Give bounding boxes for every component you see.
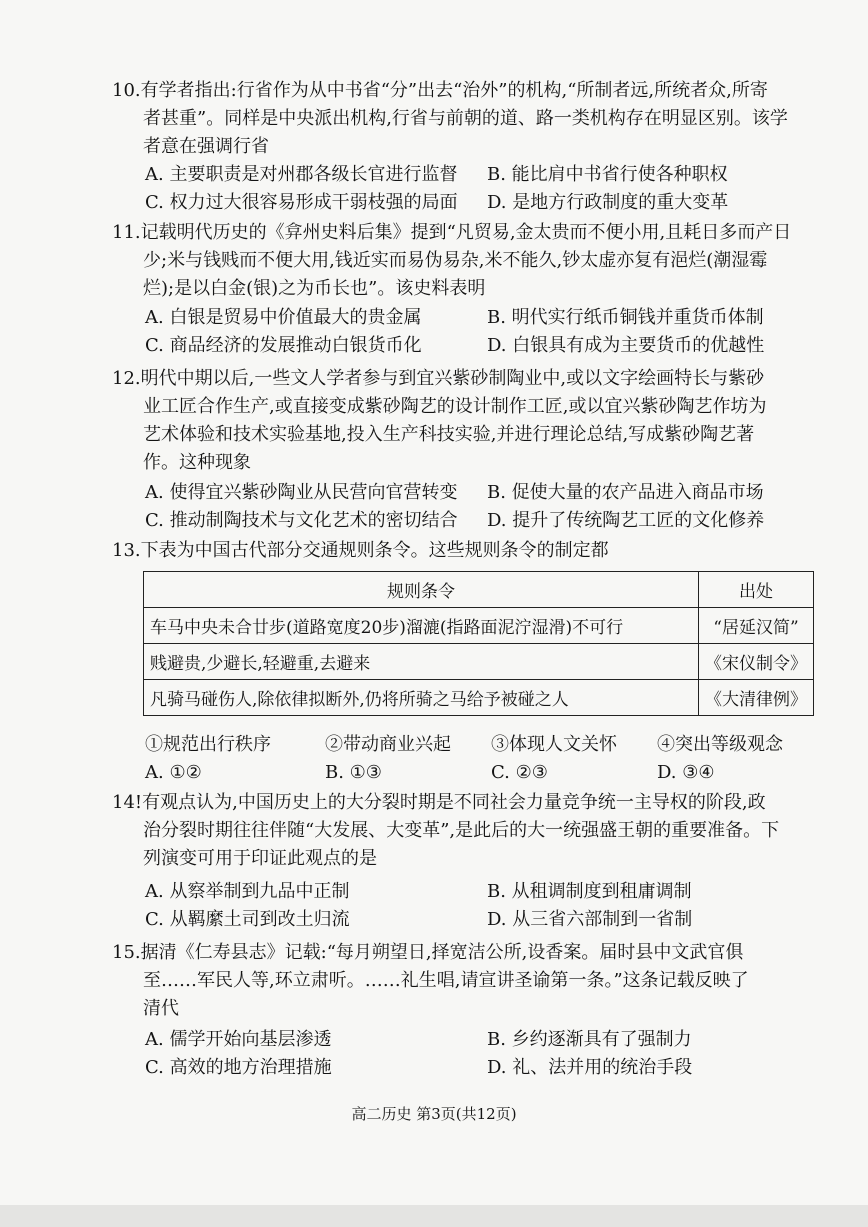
traffic-rules-table — [143, 571, 814, 716]
q13-item-2: ②带动商业兴起 — [325, 734, 451, 755]
q13-option-c: C. ②③ — [491, 762, 548, 783]
q14-line-1: 14!有观点认为,中国历史上的大分裂时期是不同社会力量竞争统一主导权的阶段,政 — [112, 792, 766, 813]
q11-line-1: 11.记载明代历史的《弇州史料后集》提到“凡贸易,金太贵而不便小用,且耗日多而产日 — [112, 222, 792, 243]
q14-option-a: A. 从察举制到九品中正制 — [145, 881, 350, 902]
q13-item-4: ④突出等级观念 — [657, 734, 783, 755]
q10-option-b: B. 能比肩中书省行使各种职权 — [487, 164, 728, 185]
table-header-source: 出处 — [699, 572, 814, 608]
q14-option-c: C. 从羁縻土司到改土归流 — [145, 909, 350, 930]
page-footer: 高二历史 第3页(共12页) — [351, 1105, 517, 1123]
q15-line-1: 15.据清《仁寿县志》记载:“每月朔望日,择宽洁公所,设香案。届时县中文武官俱 — [112, 942, 744, 963]
q15-option-b: B. 乡约逐渐具有了强制力 — [487, 1029, 692, 1050]
q15-option-c: C. 高效的地方治理措施 — [145, 1057, 332, 1078]
q11-line-3: 烂);是以白金(银)之为币长也”。该史料表明 — [143, 278, 486, 299]
q10-line-2: 者甚重”。同样是中央派出机构,行省与前朝的道、路一类机构存在明显区别。该学 — [143, 108, 788, 129]
table-row — [144, 680, 814, 716]
q13-option-d: D. ③④ — [657, 762, 715, 783]
q12-option-a: A. 使得宜兴紫砂陶业从民营向官营转变 — [145, 482, 458, 503]
table-header-rule: 规则条令 — [144, 572, 699, 608]
table-header-row — [144, 572, 814, 608]
table-row — [144, 644, 814, 680]
q11-option-d: D. 白银具有成为主要货币的优越性 — [487, 335, 765, 356]
q12-option-b: B. 促使大量的农产品进入商品市场 — [487, 482, 764, 503]
q12-option-d: D. 提升了传统陶艺工匠的文化修养 — [487, 510, 765, 531]
q10-option-d: D. 是地方行政制度的重大变革 — [487, 192, 729, 213]
table-row — [144, 608, 814, 644]
q15-option-d: D. 礼、法并用的统治手段 — [487, 1057, 693, 1078]
q10-line-1: 10.有学者指出:行省作为从中书省“分”出去“治外”的机构,“所制者远,所统者众,所寄 — [112, 80, 768, 101]
table-cell-rule: 车马中央未合廿步(道路宽度20步)溜漉(指路面泥泞湿滑)不可行 — [144, 608, 699, 644]
q10-option-c: C. 权力过大很容易形成干弱枝强的局面 — [145, 192, 458, 213]
q13-option-b: B. ①③ — [325, 762, 382, 783]
q15-option-a: A. 儒学开始向基层渗透 — [145, 1029, 332, 1050]
q12-line-1: 12.明代中期以后,一些文人学者参与到宜兴紫砂制陶业中,或以文字绘画特长与紫砂 — [112, 368, 765, 389]
scan-bottom-edge — [0, 1205, 868, 1227]
q15-line-2: 至……军民人等,环立肃听。……礼生唱,请宣讲圣谕第一条。”这条记载反映了 — [143, 970, 749, 991]
q14-option-d: D. 从三省六部制到一省制 — [487, 909, 693, 930]
q15-line-3: 清代 — [143, 998, 179, 1019]
q10-option-a: A. 主要职责是对州郡各级长官进行监督 — [145, 164, 458, 185]
q13-item-1: ①规范出行秩序 — [145, 734, 271, 755]
q11-option-b: B. 明代实行纸币铜钱并重货币体制 — [487, 307, 764, 328]
table-cell-rule: 贱避贵,少避长,轻避重,去避来 — [144, 644, 699, 680]
q11-option-a: A. 白银是贸易中价值最大的贵金属 — [145, 307, 422, 328]
q12-option-c: C. 推动制陶技术与文化艺术的密切结合 — [145, 510, 458, 531]
table-cell-source: 《宋仪制令》 — [699, 644, 814, 680]
q14-option-b: B. 从租调制度到租庸调制 — [487, 881, 692, 902]
q12-line-2: 业工匠合作生产,或直接变成紫砂陶艺的设计制作工匠,或以宜兴紫砂陶艺作坊为 — [143, 396, 767, 417]
q13-option-a: A. ①② — [145, 762, 202, 783]
q12-line-4: 作。这种现象 — [143, 452, 251, 473]
q12-line-3: 艺术体验和技术实验基地,投入生产科技实验,并进行理论总结,写成紫砂陶艺著 — [143, 424, 755, 445]
q11-option-c: C. 商品经济的发展推动白银货币化 — [145, 335, 422, 356]
q14-line-2: 治分裂时期往往伴随“大发展、大变革”,是此后的大一统强盛王朝的重要准备。下 — [143, 820, 780, 841]
q11-line-2: 少;米与钱贱而不便大用,钱近实而易伪易杂,米不能久,钞太虚亦复有浥烂(潮湿霉 — [143, 250, 768, 271]
q13-item-3: ③体现人文关怀 — [491, 734, 617, 755]
q13-stem: 13.下表为中国古代部分交通规则条令。这些规则条令的制定都 — [112, 540, 609, 561]
table-cell-rule: 凡骑马碰伤人,除依律拟断外,仍将所骑之马给予被碰之人 — [144, 680, 699, 716]
q14-line-3: 列演变可用于印证此观点的是 — [143, 848, 377, 869]
table-cell-source: “居延汉简” — [699, 608, 814, 644]
q10-line-3: 者意在强调行省 — [143, 136, 269, 157]
table-cell-source: 《大清律例》 — [699, 680, 814, 716]
